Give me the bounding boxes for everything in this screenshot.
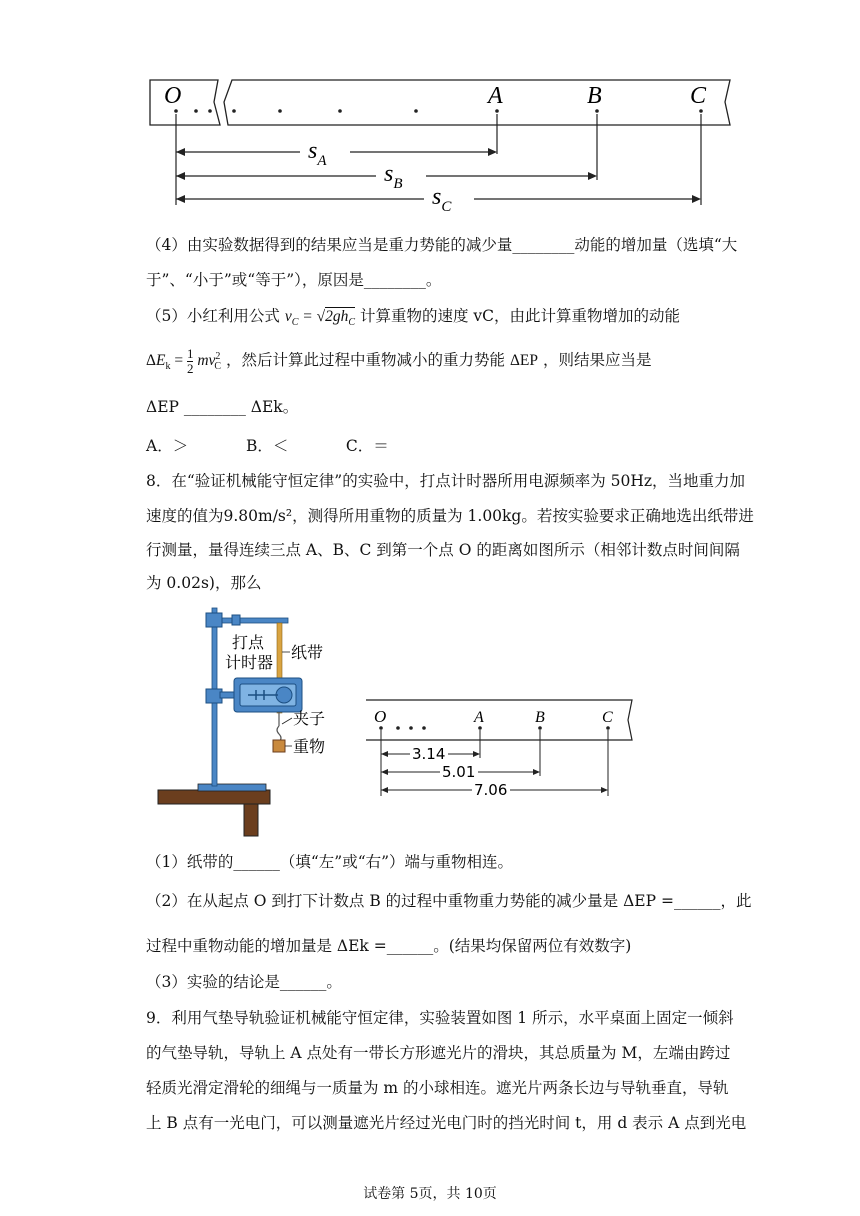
tape-figure-2	[362, 696, 642, 800]
q8-line-2: 速度的值为9.80m/s²，测得所用重物的质量为 1.00kg。若按实验要求正确地选出纸带进	[146, 507, 754, 525]
dim-sb: $s_B$	[384, 161, 403, 192]
tape2-label-a: A	[474, 709, 484, 726]
tape1-label-b: B	[587, 83, 602, 109]
q5-formula-vc: $v_C = √2gh_C$	[284, 308, 356, 329]
dist-ob: 5.01	[442, 763, 476, 781]
option-b[interactable]: B．＜	[245, 437, 289, 455]
tape2-label-o: O	[374, 707, 387, 726]
q5-ep: ΔEP	[509, 352, 539, 370]
tape2-label-c: C	[602, 709, 613, 726]
tape2-label-b: B	[535, 709, 545, 726]
q8-line-1: 8．在“验证机械能守恒定律”的实验中，打点计时器所用电源频率为 50Hz，当地重力加	[146, 472, 746, 490]
q9-line-3: 轻质光滑定滑轮的细绳与一质量为 m 的小球相连。遮光片两条长边与导轨垂直，导轨	[146, 1079, 729, 1097]
q5-line-2	[146, 347, 651, 376]
q5-text-end: ，则结果应当是	[542, 351, 652, 370]
dim-sa: $s_A$	[308, 138, 327, 169]
q9-line-2: 的气垫导轨，导轨上 A 点处有一带长方形遮光片的滑块，其总质量为 M，左端由跨过	[146, 1044, 731, 1062]
options-row	[146, 434, 389, 456]
q4-line-2: 于”、“小于”或“等于”），原因是________。	[146, 271, 442, 289]
q8-part-3: （3）实验的结论是______。	[146, 973, 342, 991]
q4-line-1: （4）由实验数据得到的结果应当是重力势能的减少量________动能的增加量（选填“大	[146, 236, 738, 254]
q9-line-4: 上 B 点有一光电门，可以测量遮光片经过光电门时的挡光时间 t，用 d 表示 A 点到光电	[146, 1114, 747, 1132]
tape1-label-a: A	[488, 83, 503, 109]
q5-text-pre: （5）小红利用公式	[146, 307, 280, 325]
dist-oa: 3.14	[412, 745, 446, 763]
q5-text-mid: ，然后计算此过程中重物减小的重力势能	[226, 351, 506, 370]
dist-oc: 7.06	[474, 781, 508, 799]
q8-part-2b: 过程中重物动能的增加量是 ΔEk =______。(结果均保留两位有效数字)	[146, 937, 632, 955]
option-a[interactable]: A．＞	[146, 437, 189, 455]
q9-line-1: 9．利用气垫导轨验证机械能守恒定律，实验装置如图 1 所示，水平桌面上固定一倾斜	[146, 1009, 734, 1027]
option-c[interactable]: C．＝	[345, 437, 389, 455]
q5-text-post: 计算重物的速度 vC，由此计算重物增加的动能	[359, 307, 680, 325]
tape-figure-1	[140, 70, 740, 215]
apparatus-figure	[150, 598, 360, 838]
label-clip: 夹子	[293, 709, 326, 728]
page-footer: 试卷第 5页，共 10页	[363, 1186, 497, 1202]
q8-line-3: 行测量，量得连续三点 A、B、C 到第一个点 O 的距离如图所示（相邻计数点时间间隔	[146, 541, 740, 559]
label-timer-2: 计时器	[225, 653, 274, 672]
tape1-label-c: C	[690, 83, 707, 109]
label-weight: 重物	[293, 737, 326, 756]
dim-sc: $s_C$	[432, 184, 452, 215]
label-tape: 纸带	[291, 643, 324, 662]
q8-part-2a: （2）在从起点 O 到打下计数点 B 的过程中重物重力势能的减少量是 ΔEP =______，此	[146, 892, 752, 910]
q5-line-1	[146, 304, 680, 328]
q5-formula-ek: $\Delta E_k$ = $\frac{1}{2}$ $mv^2_C$	[146, 346, 222, 376]
q8-line-4: 为 0.02s)，那么	[146, 574, 262, 592]
tape1-label-o: O	[164, 83, 182, 109]
q8-part-1: （1）纸带的______（填“左”或“右”）端与重物相连。	[146, 853, 514, 871]
q5-line-3: ΔEP ________ ΔEk。	[146, 398, 299, 416]
label-timer-1: 打点	[232, 633, 265, 652]
